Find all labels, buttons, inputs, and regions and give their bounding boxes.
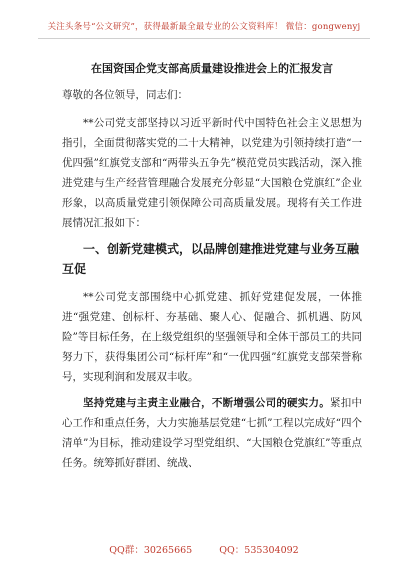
header-banner: 关注头条号“公文研究”，获得最新最全最专业的公文资料库！ 微信：gongwenyj [47,22,361,32]
document-title: 在国资国企党支部高质量建设推进会上的汇报发言 [91,62,333,75]
section-paragraph: **公司党支部围绕中心抓党建、抓好党建促发展，一体推进“强党建、创标杆、夯基础、聚人心、促融合、抓机遇、防风险”等目标任务，在上级党组织的坚强领导和全体干部员工的共同努力下，获得集团公司“标杆库”和“一优四强”红旗党支部荣誉称号，实现利润和发展双丰收。 [62,291,362,383]
intro-paragraph: **公司党支部坚持以习近平新时代中国特色社会主义思想为指引，全面贯彻落实党的二十大精神，以党建为引领持续打造“一优四强”红旗党支部和“两带头五争先”模范党员实践活动，深入推进党建与生产经营管理融合发展充分彰显“大国粮仓党旗红”企业形象，以高质量党建引领保障公司高质量发展。现将有关工作进展情况汇报如下： [62,117,362,229]
footer-qq-group: QQ群：30265665 [109,545,193,556]
document-body [62,62,362,479]
point-paragraph [62,393,362,473]
salutation: 尊敬的各位领导，同志们： [62,89,188,101]
header-divider [38,38,370,39]
point-lead: 坚持党建与主责主业融合，不断增强公司的硬实力。 [83,397,331,409]
point-body: 紧扣中心工作和重点任务，大力实施基层党建“七抓”工程以完成好“四个清单”为目标，推动建设学习型党组织、“大国粮仓党旗红”等重点任务。统筹抓好群团、统战、 [62,397,363,469]
section-heading: 一、创新党建模式，以品牌创建推进党建与业务互融互促 [62,242,360,276]
footer-qq: QQ：535304092 [219,545,299,556]
footer-contact [0,542,408,556]
